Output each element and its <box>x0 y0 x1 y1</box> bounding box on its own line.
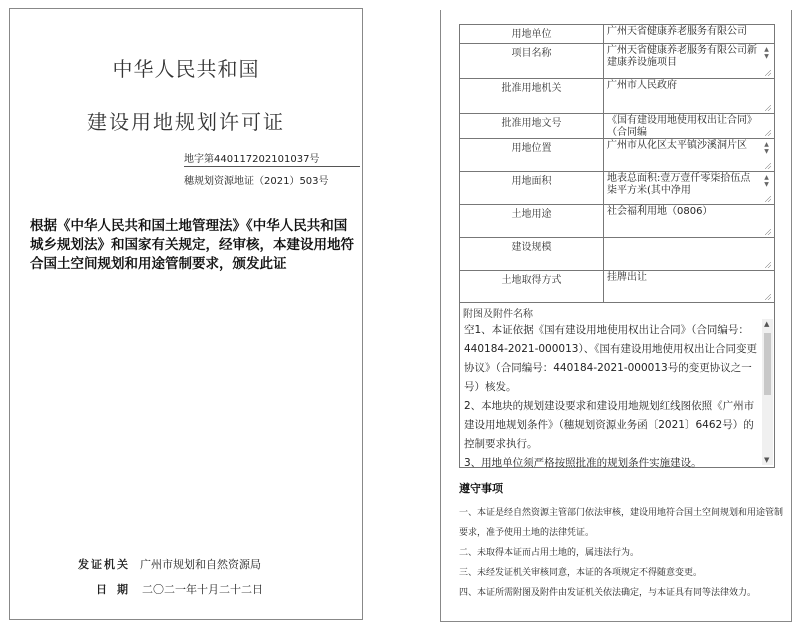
resize-grip-icon[interactable] <box>765 294 771 300</box>
table-row <box>460 139 775 172</box>
row-label: 建设规模 <box>460 238 604 271</box>
table-row <box>460 44 775 79</box>
approval-authority-field[interactable] <box>604 79 775 114</box>
attachments-scrollbar[interactable] <box>762 319 773 465</box>
resize-grip-icon[interactable] <box>765 262 771 268</box>
row-label: 用地面积 <box>460 172 604 205</box>
resize-grip-icon[interactable] <box>765 130 771 136</box>
row-label: 项目名称 <box>460 44 604 79</box>
resize-grip-icon[interactable] <box>765 196 771 202</box>
attachments-textarea[interactable] <box>464 321 758 467</box>
note-item: 二、未取得本证而占用土地的，属违法行为。 <box>459 548 640 558</box>
note-item: 一、本证是经自然资源主管部门依法审核，建设用地符合国土空间规划和用途管制要求，准予使用土地的法律凭证。 <box>459 508 784 538</box>
row-label: 批准用地文号 <box>460 114 604 139</box>
legal-statement: 根据《中华人民共和国土地管理法》《中华人民共和国城乡规划法》和国家有关规定，经审核，本建设用地符合国土空间规划和用途管制要求，颁发此证 <box>30 218 354 272</box>
table-row <box>460 238 775 271</box>
table-row <box>460 205 775 238</box>
construction-scale-field[interactable] <box>604 238 775 271</box>
certificate-title: 建设用地规划许可证 <box>87 110 285 134</box>
resize-grip-icon[interactable] <box>765 70 771 76</box>
attachment-paragraph: 3、用地单位须严格按照批准的规划条件实施建设。 <box>464 457 702 469</box>
resize-grip-icon[interactable] <box>765 105 771 111</box>
issue-date <box>96 581 263 597</box>
spin-arrows-icon[interactable]: ▲ ▼ <box>764 141 769 155</box>
field-value: 地表总面积:壹万壹仟零柒拾伍点柒平方米(其中净用 <box>607 173 751 196</box>
issuer-value: 广州市规划和自然资源局 <box>140 558 261 571</box>
land-use-field[interactable] <box>604 205 775 238</box>
approval-document-field[interactable] <box>604 114 775 139</box>
field-value: 广州市从化区太平镇沙溪洞片区 <box>607 140 747 151</box>
divider <box>184 166 360 167</box>
date-value: 二〇二一年十月二十二日 <box>142 583 263 596</box>
table-row <box>460 79 775 114</box>
scroll-up-icon[interactable]: ▲ <box>764 320 770 328</box>
land-info-table <box>459 24 775 303</box>
row-label: 用地单位 <box>460 25 604 44</box>
note-item: 三、未经发证机关审核同意，本证的各项规定不得随意变更。 <box>459 568 703 578</box>
attachments-box <box>459 302 775 468</box>
land-location-field[interactable] <box>604 139 775 172</box>
resize-grip-icon[interactable] <box>765 229 771 235</box>
field-value: 社会福利用地（0806） <box>607 206 713 217</box>
table-row <box>460 25 775 44</box>
notes-title: 遵守事项 <box>459 482 503 495</box>
spin-arrows-icon[interactable]: ▲ ▼ <box>764 174 769 188</box>
field-value: 广州天省健康养老服务有限公司 <box>607 26 747 37</box>
field-value: 广州天省健康养老服务有限公司新建康养设施项目 <box>607 45 757 68</box>
acquisition-method-field[interactable] <box>604 271 775 303</box>
resize-grip-icon[interactable] <box>765 163 771 169</box>
project-name-field[interactable] <box>604 44 775 79</box>
issuing-authority <box>78 556 261 572</box>
scrollbar-thumb[interactable] <box>764 333 771 395</box>
table-row <box>460 172 775 205</box>
attachment-paragraph: 2、本地块的规划建设要求和建设用地规划红线图依照《广州市建设用地规划条件》（穗规划资源业务函〔2021〕6462号）的控制要求执行。 <box>464 400 755 450</box>
scroll-down-icon[interactable]: ▼ <box>764 456 770 464</box>
row-label: 土地取得方式 <box>460 271 604 303</box>
table-row <box>460 271 775 303</box>
attachment-paragraph: 空1、本证依据《国有建设用地使用权出让合同》（合同编号：440184-2021-000013）、《国有建设用地使用权出让合同变更协议》（合同编号：440184-2021-000013号的变更协议之一号）核发。 <box>464 324 757 393</box>
date-label: 日期 <box>96 583 138 596</box>
certificate-number: 地字第440117202101037号 <box>184 154 320 165</box>
field-value: 广州市人民政府 <box>607 80 677 91</box>
table-row <box>460 114 775 139</box>
certificate-reference: 穗规划资源地证（2021）503号 <box>184 176 329 187</box>
note-item: 四、本证所需附图及附件由发证机关依法确定，与本证具有同等法律效力。 <box>459 588 757 598</box>
row-label: 土地用途 <box>460 205 604 238</box>
notes-list <box>459 503 785 603</box>
row-label: 用地位置 <box>460 139 604 172</box>
attachments-title: 附图及附件名称 <box>463 309 533 320</box>
field-value: 挂牌出让 <box>607 272 647 283</box>
country-title: 中华人民共和国 <box>112 57 260 81</box>
issuer-label: 发证机关 <box>78 558 130 571</box>
spin-arrows-icon[interactable]: ▲ ▼ <box>764 46 769 60</box>
certificate-details <box>440 10 792 622</box>
land-user-field[interactable] <box>604 25 775 44</box>
land-area-field[interactable] <box>604 172 775 205</box>
certificate-cover <box>9 8 363 620</box>
row-label: 批准用地机关 <box>460 79 604 114</box>
field-value: 《国有建设用地使用权出让合同》（合同编 <box>607 115 757 138</box>
field-value <box>604 238 774 239</box>
